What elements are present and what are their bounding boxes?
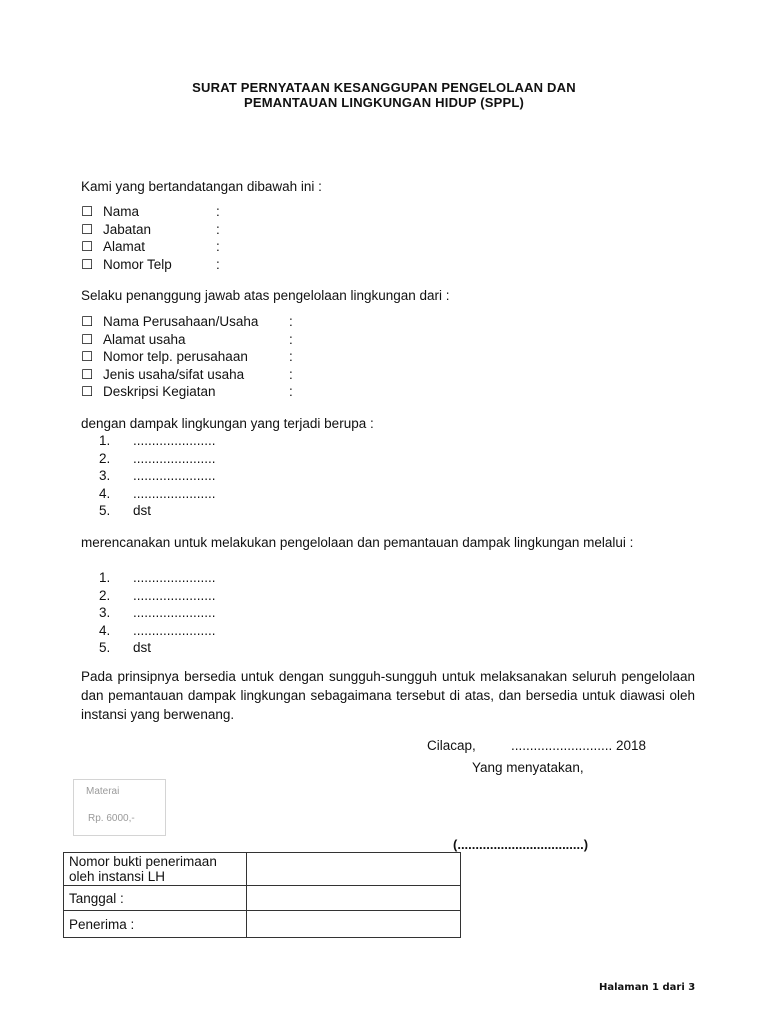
company-field-colon: : — [289, 314, 293, 329]
impact-number: 1. — [99, 433, 111, 448]
impact-item: ...................... — [133, 450, 216, 466]
personal-field-colon: : — [216, 256, 220, 272]
company-field-row — [81, 366, 293, 384]
table-row — [64, 853, 461, 886]
plan-number: 3. — [99, 605, 111, 621]
plan-number: 5. — [99, 640, 111, 656]
impact-item: dst — [133, 503, 152, 519]
impact-intro: dengan dampak lingkungan yang terjadi berupa : — [81, 416, 374, 431]
receipt-label-cell: Tanggal : — [64, 886, 247, 911]
impact-number: 3. — [99, 468, 111, 484]
document-title-line-1: SURAT PERNYATAAN KESANGGUPAN PENGELOLAAN DAN — [192, 80, 576, 95]
checkbox-icon: ☐ — [81, 314, 94, 329]
receipt-value-cell — [247, 911, 461, 938]
plan-number: 4. — [99, 622, 111, 638]
impact-item: ...................... — [133, 468, 216, 484]
company-field-label: Alamat usaha — [103, 331, 186, 347]
stamp-label: Materai — [86, 786, 120, 797]
page-number: Halaman 1 dari 3 — [599, 982, 696, 993]
plan-number: 1. — [99, 570, 111, 585]
stamp-amount: Rp. 6000,- — [88, 813, 135, 824]
impact-item: ...................... — [133, 485, 216, 501]
document-title-line-2: PEMANTAUAN LINGKUNGAN HIDUP (SPPL) — [243, 95, 525, 110]
stamp-box — [73, 779, 166, 836]
table-row — [64, 911, 461, 938]
checkbox-icon: ☐ — [81, 349, 94, 365]
personal-field-label: Alamat — [103, 239, 146, 255]
plan-item: ...................... — [133, 570, 216, 585]
company-field-label: Nomor telp. perusahaan — [103, 349, 248, 365]
signature-place: Cilacap, — [427, 738, 476, 753]
closing-paragraph: Pada prinsipnya bersedia untuk dengan sungguh-sungguh untuk melaksanakan seluruh pengelolaan dan pemantauan dampak lingkungan sebagaimana tersebut di atas, dan bersedia untuk diawasi oleh instansi yang berwenang. — [81, 669, 695, 722]
plan-item: ...................... — [133, 587, 216, 603]
plan-number: 2. — [99, 587, 111, 603]
personal-field-label: Nomor Telp — [103, 256, 172, 272]
impact-number: 2. — [99, 450, 111, 466]
checkbox-icon: ☐ — [81, 331, 94, 347]
company-field-row — [81, 331, 293, 349]
plan-item: ...................... — [133, 622, 216, 638]
impact-number: 5. — [99, 503, 111, 519]
company-field-row — [81, 313, 293, 331]
company-field-colon: : — [289, 366, 293, 382]
impact-number: 4. — [99, 485, 111, 501]
checkbox-icon: ☐ — [81, 221, 94, 237]
checkbox-icon: ☐ — [81, 256, 94, 272]
checkbox-icon: ☐ — [81, 366, 94, 382]
plan-item: dst — [133, 640, 152, 656]
personal-field-colon: : — [216, 204, 220, 219]
impact-item: ...................... — [133, 433, 216, 448]
company-field-label: Deskripsi Kegiatan — [103, 384, 216, 400]
personal-field-colon: : — [216, 221, 220, 237]
personal-field-colon: : — [216, 239, 220, 255]
checkbox-icon: ☐ — [81, 239, 94, 255]
receipt-value-cell — [247, 886, 461, 911]
company-field-label: Jenis usaha/sifat usaha — [103, 366, 245, 382]
plan-intro: merencanakan untuk melakukan pengelolaan dan pemantauan dampak lingkungan melalui : — [81, 535, 634, 550]
company-field-colon: : — [289, 349, 293, 365]
company-field-row — [81, 348, 293, 366]
receipt-label-cell: Nomor bukti penerimaan oleh instansi LH — [64, 853, 247, 886]
responsibility-intro: Selaku penanggung jawab atas pengelolaan lingkungan dari : — [81, 288, 450, 303]
signature-statement: Yang menyatakan, — [472, 760, 584, 775]
receipt-value-cell — [247, 853, 461, 886]
table-row — [64, 886, 461, 911]
personal-field-label: Nama — [103, 204, 140, 219]
company-field-label: Nama Perusahaan/Usaha — [103, 314, 259, 329]
company-field-colon: : — [289, 384, 293, 400]
checkbox-icon: ☐ — [81, 204, 94, 219]
personal-field-row — [81, 221, 220, 239]
plan-item: ...................... — [133, 605, 216, 621]
intro-text: Kami yang bertandatangan dibawah ini : — [81, 179, 322, 194]
signature-name-placeholder: (...................................) — [453, 837, 589, 852]
personal-field-row — [81, 238, 220, 256]
personal-field-label: Jabatan — [103, 221, 152, 237]
receipt-table — [63, 852, 461, 938]
personal-field-row — [81, 203, 220, 221]
company-field-colon: : — [289, 331, 293, 347]
signature-date: ........................... 2018 — [511, 738, 647, 753]
company-field-row — [81, 383, 293, 401]
checkbox-icon: ☐ — [81, 384, 94, 400]
receipt-label-cell: Penerima : — [64, 911, 247, 938]
personal-field-row — [81, 256, 220, 274]
